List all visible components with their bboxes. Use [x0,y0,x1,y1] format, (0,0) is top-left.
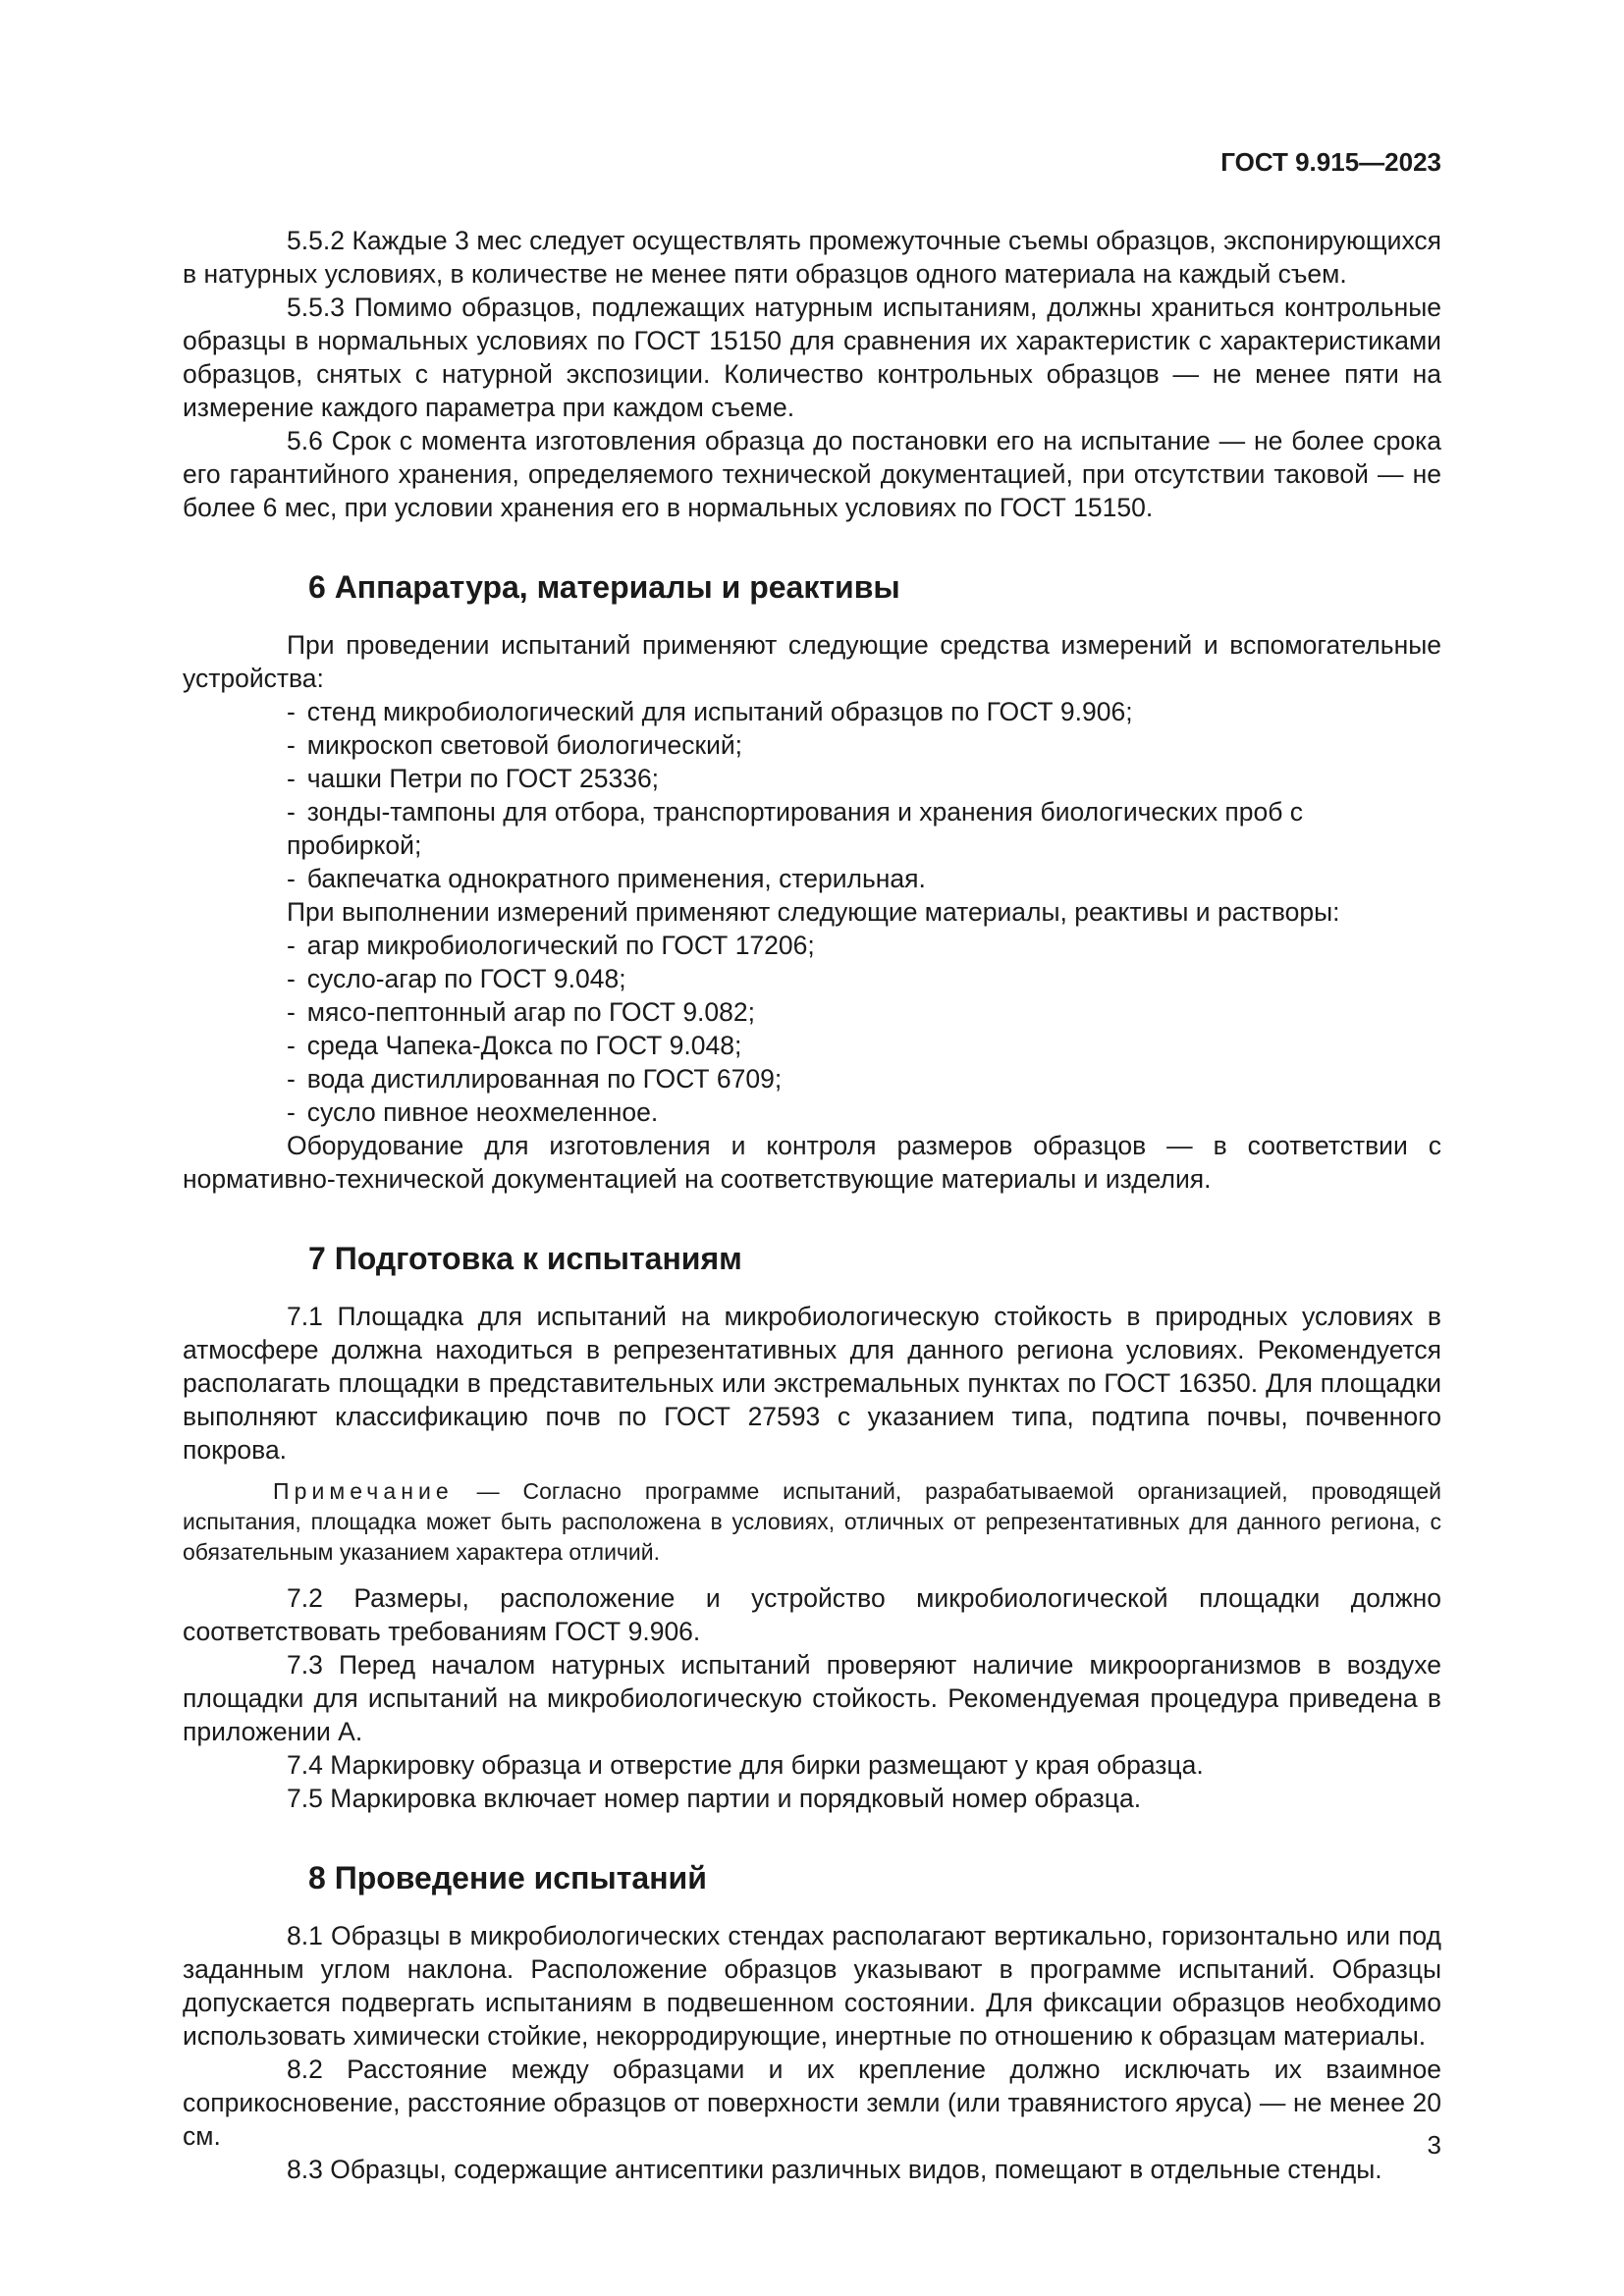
section-6-outro: Оборудование для изготовления и контроля размеров образцов — в соответствии с нормативно-технической документацией на соответствующие материалы и изделия. [183,1131,1441,1194]
note [183,1476,1441,1568]
section-6-intro-instruments: При проведении испытаний применяют следующие средства измерений и вспомогательные устройства: [183,630,1441,693]
paragraph-8-2: 8.2 Расстояние между образцами и их крепление должно исключать их взаимное соприкосновение, расстояние образцов от поверхности земли (или травянистого яруса) — не менее 20 см. [183,2055,1441,2151]
materials-list [183,929,1441,1129]
paragraph-7-2: 7.2 Размеры, расположение и устройство микробиологической площадки должно соответствовать требованиям ГОСТ 9.906. [183,1583,1441,1646]
document-body [183,224,1441,2186]
page-number: 3 [1427,2130,1441,2160]
paragraph-5-5-2: 5.5.2 Каждые 3 мес следует осуществлять промежуточные съемы образцов, экспонирующихся в натурных условиях, в количестве не менее пяти образцов одного материала на каждый съем. [183,226,1441,289]
paragraph-7-4: 7.4 Маркировку образца и отверстие для бирки размещают у края образца. [287,1750,1204,1780]
section-6-intro-materials: При выполнении измерений применяют следующие материалы, реактивы и растворы: [287,897,1340,927]
paragraph-7-1: 7.1 Площадка для испытаний на микробиологическую стойкость в природных условиях в атмосфере должна находиться в репрезентативных для данного региона условиях. Рекомендуется располагать площадки в представительных или экстремальных пунктах по ГОСТ 16350. Для площадки выполняют классификацию почв по ГОСТ 27593 с указанием типа, подтипа почвы, почвенного покрова. [183,1302,1441,1465]
section-6-heading: 6 Аппаратура, материалы и реактивы [308,569,900,605]
document-header: ГОСТ 9.915—2023 [1220,147,1441,177]
section-8-heading: 8 Проведение испытаний [308,1860,707,1896]
paragraph-5-5-3: 5.5.3 Помимо образцов, подлежащих натурным испытаниям, должны храниться контрольные образцы в нормальных условиях по ГОСТ 15150 для сравнения их характеристик с характеристиками образцов, снятых с натурной экспозиции. Количество контрольных образцов — не менее пяти на измерение каждого параметра при каждом съеме. [183,293,1441,422]
list-item: - вода дистиллированная по ГОСТ 6709; [287,1064,783,1094]
paragraph-8-1: 8.1 Образцы в микробиологических стендах располагают вертикально, горизонтально или под заданным углом наклона. Расположение образцов указывают в программе испытаний. Образцы допускается подвергать испытаниям в подвешенном состоянии. Для фиксации образцов необходимо использовать химически стойкие, некорродирующие, инертные по отношению к образцам материалы. [183,1921,1441,2051]
note-text: — Согласно программе испытаний, разрабатываемой организацией, проводящей испытания, площадка может быть расположена в условиях, отличных от репрезентативных для данного региона, с обязательным указанием характера отличий. [183,1478,1441,1565]
list-item: - зонды-тампоны для отбора, транспортирования и хранения биологических проб с пробиркой; [287,797,1304,860]
list-item: - среда Чапека-Докса по ГОСТ 9.048; [287,1031,742,1060]
list-item: - агар микробиологический по ГОСТ 17206; [287,931,815,960]
list-item: - сусло-агар по ГОСТ 9.048; [287,964,626,993]
paragraph-5-6: 5.6 Срок с момента изготовления образца до постановки его на испытание — не более срока его гарантийного хранения, определяемого технической документацией, при отсутствии таковой — не более 6 мес, при условии хранения его в нормальных условиях по ГОСТ 15150. [183,426,1441,522]
list-item: - чашки Петри по ГОСТ 25336; [287,764,660,793]
paragraph-7-5: 7.5 Маркировка включает номер партии и порядковый номер образца. [287,1784,1142,1813]
list-item: - стенд микробиологический для испытаний образцов по ГОСТ 9.906; [287,697,1133,726]
instruments-list [183,695,1441,895]
list-item: - микроскоп световой биологический; [287,730,743,760]
section-7-heading: 7 Подготовка к испытаниям [308,1241,742,1276]
list-item: - мясо-пептонный агар по ГОСТ 9.082; [287,997,755,1027]
paragraph-7-3: 7.3 Перед началом натурных испытаний проверяют наличие микроорганизмов в воздухе площадки для испытаний на микробиологическую стойкость. Рекомендуемая процедура приведена в приложении А. [183,1650,1441,1746]
note-label: Примечание [273,1478,454,1504]
paragraph-8-3: 8.3 Образцы, содержащие антисептики различных видов, помещают в отдельные стенды. [287,2155,1382,2184]
list-item: - сусло пивное неохмеленное. [287,1097,659,1127]
list-item: - бакпечатка однократного применения, стерильная. [287,864,926,893]
